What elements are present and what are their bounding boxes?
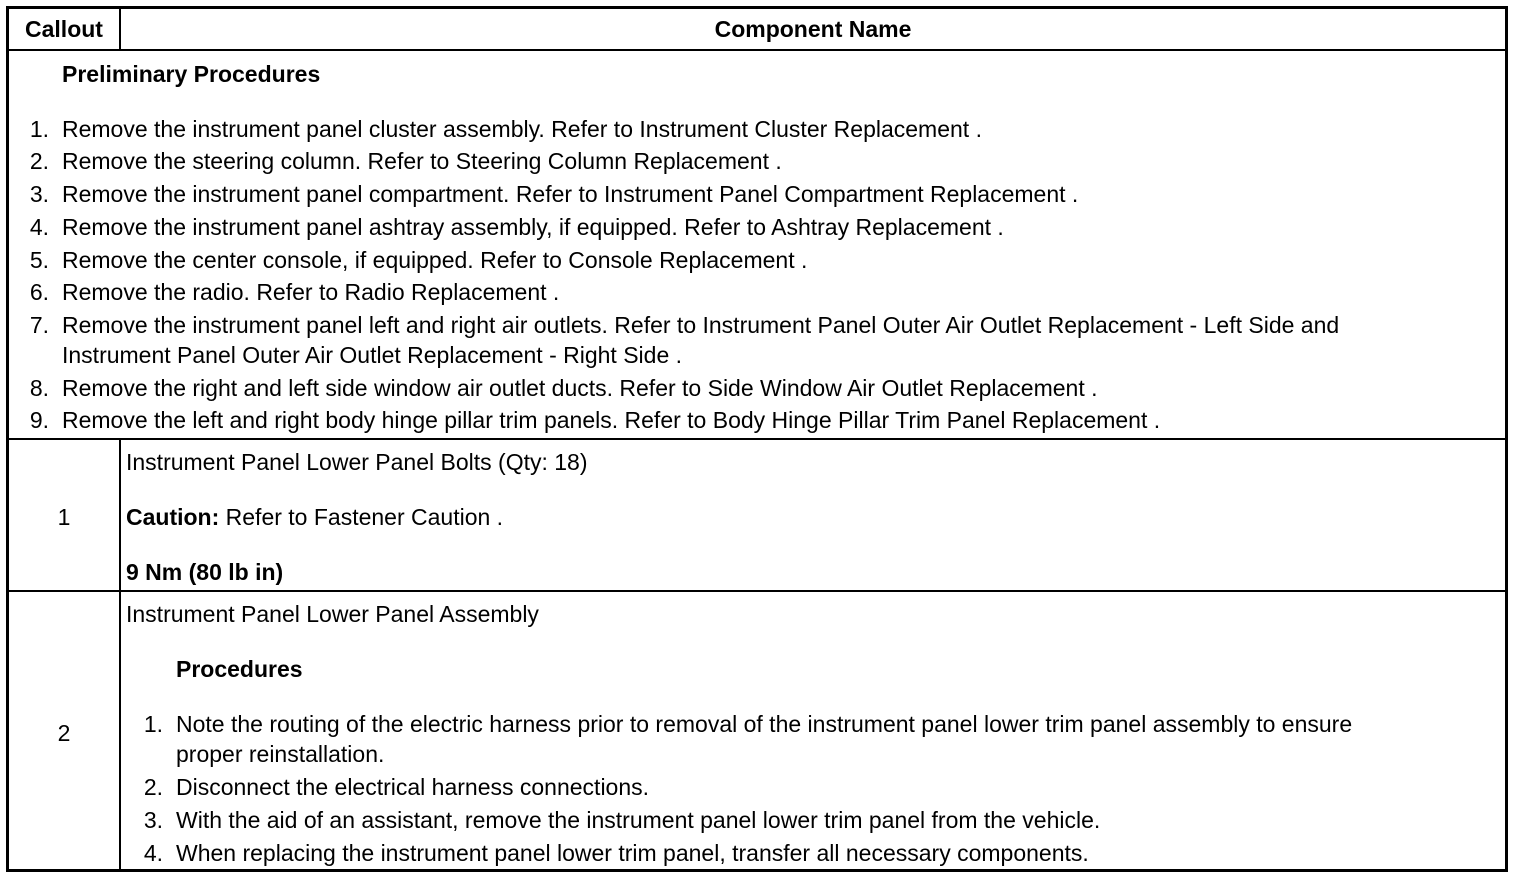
step-number: 2.: [29, 148, 49, 174]
step-text: Disconnect the electrical harness connections.: [176, 774, 650, 800]
callout-number: 2: [57, 720, 71, 746]
step-text: Note the routing of the electric harness prior to removal of the instrument panel lower trim panel assembly to ensure: [176, 711, 1353, 737]
step-text-continued: Instrument Panel Outer Air Outlet Replacement - Right Side .: [62, 342, 683, 368]
step-number: 9.: [29, 407, 49, 433]
step-text: Remove the center console, if equipped. Refer to Console Replacement .: [62, 247, 808, 273]
column-divider: [119, 592, 121, 869]
step-text: Remove the steering column. Refer to Steering Column Replacement .: [62, 148, 782, 174]
step-number: 8.: [29, 375, 49, 401]
step-text: Remove the instrument panel left and right air outlets. Refer to Instrument Panel Outer Air Outlet Replacement - Left Side and: [62, 312, 1340, 338]
callout-number: 1: [57, 504, 71, 530]
step-number: 3.: [143, 807, 163, 833]
step-text-continued: proper reinstallation.: [176, 741, 385, 767]
components-table: [6, 6, 1508, 872]
caution-note: [126, 504, 503, 531]
torque-spec: 9 Nm (80 lb in): [126, 559, 284, 585]
caution-text: Refer to Fastener Caution .: [219, 504, 504, 530]
step-text: Remove the instrument panel ashtray assembly, if equipped. Refer to Ashtray Replacement .: [62, 214, 1004, 240]
step-number: 1.: [143, 711, 163, 737]
callout-column-header: Callout: [25, 16, 103, 42]
procedures-title: Procedures: [176, 656, 303, 682]
caution-label: Caution:: [126, 504, 220, 530]
step-text: Remove the instrument panel cluster assembly. Refer to Instrument Cluster Replacement .: [62, 116, 982, 142]
table-header: [9, 9, 1505, 51]
step-number: 1.: [29, 116, 49, 142]
component-name: Instrument Panel Lower Panel Bolts (Qty: 18): [126, 449, 588, 475]
step-number: 5.: [29, 247, 49, 273]
step-number: 4.: [29, 214, 49, 240]
step-text: Remove the instrument panel compartment. Refer to Instrument Panel Compartment Replacement .: [62, 181, 1079, 207]
step-number: 4.: [143, 840, 163, 866]
step-text: When replacing the instrument panel lower trim panel, transfer all necessary components.: [176, 840, 1089, 866]
table-row: [9, 440, 1505, 592]
step-number: 6.: [29, 279, 49, 305]
preliminary-procedures-row: [9, 51, 1505, 440]
preliminary-procedures-title: Preliminary Procedures: [62, 61, 321, 87]
step-number: 2.: [143, 774, 163, 800]
component-name: Instrument Panel Lower Panel Assembly: [126, 601, 539, 627]
step-text: Remove the left and right body hinge pillar trim panels. Refer to Body Hinge Pillar Trim Panel Replacement .: [62, 407, 1161, 433]
step-text: Remove the radio. Refer to Radio Replacement .: [62, 279, 560, 305]
step-number: 3.: [29, 181, 49, 207]
table-row: [9, 592, 1505, 869]
step-number: 7.: [29, 312, 49, 338]
column-divider: [119, 440, 121, 590]
step-text: Remove the right and left side window air outlet ducts. Refer to Side Window Air Outlet Replacement .: [62, 375, 1098, 401]
step-text: With the aid of an assistant, remove the instrument panel lower trim panel from the vehicle.: [176, 807, 1101, 833]
component-name-column-header: Component Name: [714, 16, 912, 42]
